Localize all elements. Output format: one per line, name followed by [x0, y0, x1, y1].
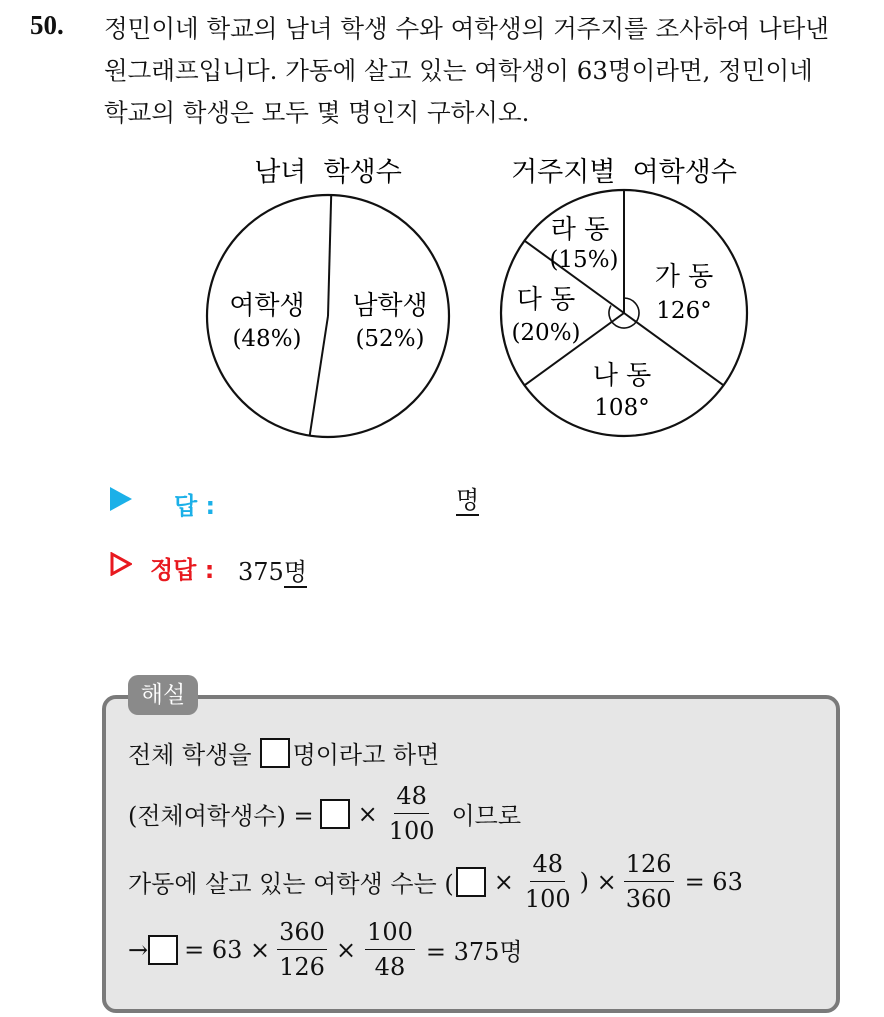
- fraction-denominator: 360: [625, 885, 672, 913]
- blank-box: [260, 738, 290, 768]
- answer-unit: 명: [456, 486, 480, 514]
- chart2-slice-label: 다 동: [516, 285, 576, 315]
- blank-box: [148, 935, 178, 965]
- chart2-slice-value: 126°: [656, 298, 712, 324]
- fraction: [365, 917, 415, 982]
- question-line: 학교의 학생은 모두 몇 명인지 구하시오.: [104, 98, 530, 127]
- fraction: [624, 849, 674, 914]
- times-sign: ×: [493, 867, 514, 896]
- correct-answer-number: 375: [238, 558, 284, 586]
- fraction: [387, 781, 437, 846]
- solution-line-2: [128, 781, 521, 846]
- times-sign: ×: [335, 935, 357, 964]
- play-triangle-icon: [110, 487, 132, 511]
- solution-text: 이므로: [451, 802, 522, 830]
- arrow-icon: →: [128, 935, 149, 964]
- chart2-slice-value: (15%): [549, 247, 619, 273]
- times-sign: ×: [357, 799, 378, 828]
- outline-triangle-icon: [110, 552, 132, 576]
- chart2-slice-label: 라 동: [550, 215, 610, 245]
- solution-text: ) ×: [579, 867, 617, 896]
- fraction-denominator: 100: [388, 817, 435, 845]
- solution-line-3: [128, 849, 743, 914]
- chart1-slice-label: 여학생: [229, 291, 305, 321]
- chart1-slice-value: (52%): [355, 326, 425, 352]
- chart2-slice-label: 나 동: [592, 361, 652, 391]
- solution-line-1: [128, 735, 439, 770]
- solution-text: = 63 ×: [184, 935, 271, 964]
- correct-answer-row: [110, 550, 307, 586]
- correct-answer-label: 정답 :: [150, 556, 215, 584]
- chart1-slice-label: 남학생: [352, 291, 428, 321]
- answer-label: 답 :: [174, 492, 216, 520]
- solution-line-4: [128, 917, 523, 982]
- fraction-numerator: 126: [624, 849, 674, 882]
- chart1-slice-value: (48%): [232, 326, 302, 352]
- question-number: 50.: [30, 10, 64, 40]
- question-line: 원그래프입니다. 가동에 살고 있는 여학생이 63명이라면, 정민이네: [104, 56, 813, 85]
- fraction-numerator: 100: [365, 917, 415, 950]
- fraction-denominator: 100: [524, 885, 571, 913]
- solution-text: = 375명: [425, 938, 523, 966]
- fraction-numerator: 48: [530, 849, 565, 882]
- answer-row: [110, 486, 480, 520]
- pie-charts: [0, 0, 884, 470]
- chart1-title: 남녀 학생수: [254, 157, 402, 188]
- blank-box: [320, 799, 350, 829]
- correct-answer-unit: 명: [283, 558, 307, 586]
- fraction-numerator: 360: [277, 917, 327, 950]
- chart2-slice-label: 가 동: [654, 262, 714, 292]
- question-line: 정민이네 학교의 남녀 학생 수와 여학생의 거주지를 조사하여 나타낸: [104, 14, 829, 43]
- chart2-slice-value: 108°: [594, 395, 650, 421]
- solution-text: 명이라고 하면: [292, 741, 440, 769]
- correct-answer-value: [238, 552, 307, 587]
- fraction-denominator: 48: [374, 953, 406, 981]
- fraction-denominator: 126: [279, 953, 325, 981]
- fraction-numerator: 48: [394, 781, 429, 814]
- solution-text: (전체여학생수) =: [128, 802, 314, 830]
- fraction: [277, 917, 327, 982]
- solution-text: = 63: [684, 867, 743, 896]
- solution-tag: 해설: [128, 675, 198, 715]
- chart2-slice-value: (20%): [511, 320, 581, 346]
- solution-text: 전체 학생을: [128, 741, 252, 769]
- chart2-title: 거주지별 여학생수: [511, 157, 737, 188]
- fraction: [523, 849, 573, 914]
- blank-box: [456, 867, 486, 897]
- solution-text: 가동에 살고 있는 여학생 수는 (: [128, 870, 454, 898]
